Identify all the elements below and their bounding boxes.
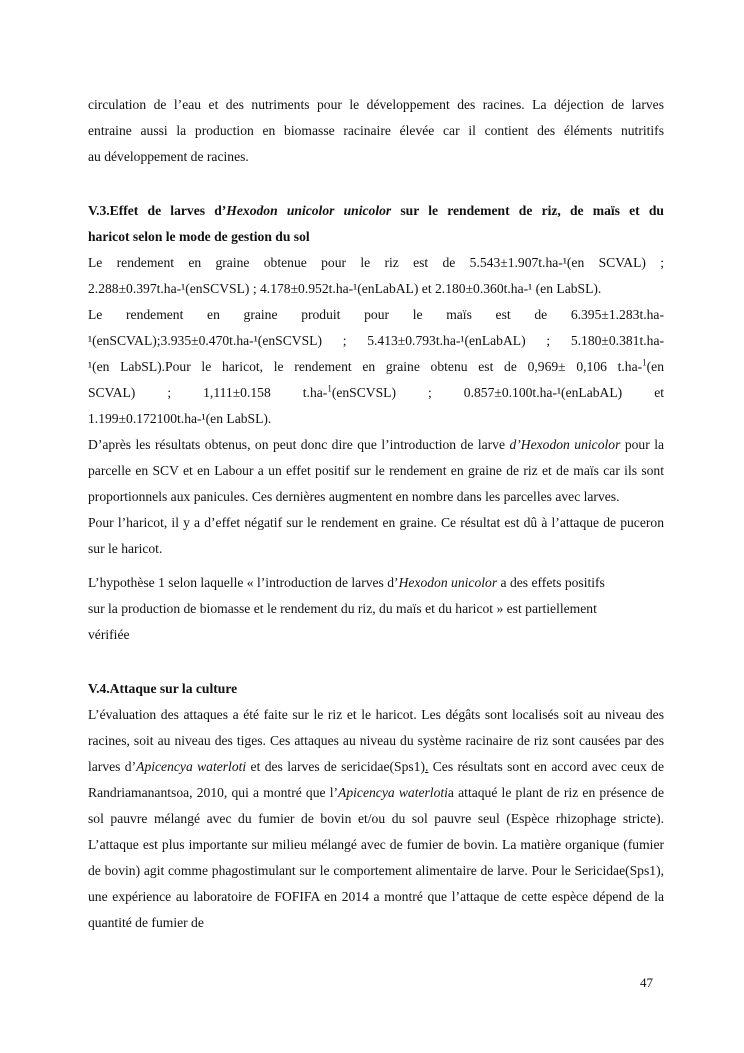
section-heading-v4: V.4.Attaque sur la culture — [88, 681, 238, 696]
heading-text: V.3.Effet de larves d’ — [88, 203, 227, 218]
paragraph-hypothesis — [88, 570, 664, 648]
text-fragment: pour la parcelle en SCV et en Labour a un effet positif sur le rendement en graine de riz et de maïs car ils sont proportionnels aux panicules. Ces dernières augmentent en nombre dans les parcelles avec larves. — [88, 437, 665, 504]
species-name: Apicencya waterloti — [338, 785, 448, 800]
text-line: sur la production de biomasse et le rendement du riz, du maïs et du haricot » est partiellement — [88, 601, 597, 616]
page-number: 47 — [640, 975, 653, 990]
heading-line — [88, 198, 664, 224]
paragraph-maize-bean-yield — [88, 302, 664, 432]
text-fragment: L’évaluation des attaques a été faite sur le riz et le haricot. Les dégâts sont localisés soit au niveau des racines, soit au niveau des tiges. Ces attaques au niveau du système racinaire de riz sont causées par des larves d’ — [88, 707, 664, 774]
text-fragment: Ces résultats sont en accord avec ceux de Randriamanantsoa, 2010, qui a montré que l’ — [88, 759, 664, 800]
text-line: au développement de racines. — [88, 149, 249, 164]
text-fragment: ¹(en LabSL).Pour le haricot, le rendement en graine obtenu est de 0,969± 0,106 t.ha- — [88, 359, 643, 374]
text-fragment: L’hypothèse 1 selon laquelle « l’introduction de larves d’ — [88, 575, 399, 590]
text-line: Le rendement en graine obtenue pour le riz est de 5.543±1.907t.ha-¹(en SCVAL) ; — [88, 255, 664, 270]
text-line: circulation de l’eau et des nutriments pour le développement des racines. La déjection de larves — [88, 97, 664, 112]
text-fragment: a attaqué le plant de riz en présence de sol pauvre mélangé avec du fumier de bovin et/ou du sol pauvre seul (Espèce rhizophage stricte). L’attaque est plus importante sur milieu mélangé avec de fumier de bovin. La matière organique (fumier de bovin) agit comme phagostimulant sur le comportement alimentaire de larve. Pour le Sericidae(Sps1), une expérience au laboratoire de FOFIFA en 2014 a montré que l’attaque de cette espèce dépend de la quantité de fumier de — [88, 785, 664, 930]
paragraph-crop-attack — [88, 702, 664, 936]
paragraph-spacer — [88, 562, 664, 570]
paragraph-spacer — [88, 170, 664, 198]
superscript: 1 — [642, 357, 647, 368]
heading-line: haricot selon le mode de gestion du sol — [88, 229, 310, 244]
text-fragment: (en — [646, 359, 664, 374]
text-fragment: et des larves de sericidae(Sps1) — [246, 759, 425, 774]
species-name: Hexodon unicolor — [398, 575, 498, 590]
text-line: ¹(enSCVAL);3.935±0.470t.ha-¹(enSCVSL) ; 5.413±0.793t.ha-¹(enLabAL) ; 5.180±0.381t.ha- — [88, 333, 664, 348]
section-heading-v3 — [88, 198, 664, 250]
text-fragment: D’après les résultats obtenus, on peut donc dire que l’introduction de larve — [88, 437, 510, 452]
text-fragment: SCVAL) ; 1,111±0.158 t.ha- — [88, 385, 328, 400]
paragraph-rice-yield — [88, 250, 664, 302]
text-line: Le rendement en graine produit pour le maïs est de 6.395±1.283t.ha- — [88, 307, 664, 322]
superscript: 1 — [327, 383, 332, 394]
document-page — [88, 92, 664, 936]
heading-text: sur le rendement de riz, de maïs et du — [391, 203, 664, 218]
species-name: Hexodon unicolor unicolor — [226, 203, 392, 218]
paragraph-root-development — [88, 92, 664, 170]
paragraph-bean-effect: Pour l’haricot, il y a d’effet négatif sur le rendement en graine. Ce résultat est dû à l’attaque de puceron sur le haricot. — [88, 515, 664, 556]
text-line — [88, 354, 664, 380]
text-fragment: (enSCVSL) ; 0.857±0.100t.ha-¹(enLabAL) et — [331, 385, 664, 400]
text-fragment: . — [424, 759, 429, 774]
species-name: d’Hexodon unicolor — [509, 437, 621, 452]
paragraph-conclusion — [88, 432, 664, 510]
text-fragment: a des effets positifs — [497, 575, 605, 590]
species-name: Apicencya waterloti — [136, 759, 247, 774]
text-line: entraine aussi la production en biomasse racinaire élevée car il contient des éléments nutritifs — [88, 123, 664, 138]
text-line: vérifiée — [88, 627, 130, 642]
text-line — [88, 570, 664, 596]
text-line — [88, 380, 664, 406]
text-line: 2.288±0.397t.ha-¹(enSCVSL) ; 4.178±0.952t.ha-¹(enLabAL) et 2.180±0.360t.ha-¹ (en LabSL). — [88, 281, 602, 296]
text-line: 1.199±0.172100t.ha-¹(en LabSL). — [88, 411, 272, 426]
paragraph-spacer — [88, 648, 664, 676]
